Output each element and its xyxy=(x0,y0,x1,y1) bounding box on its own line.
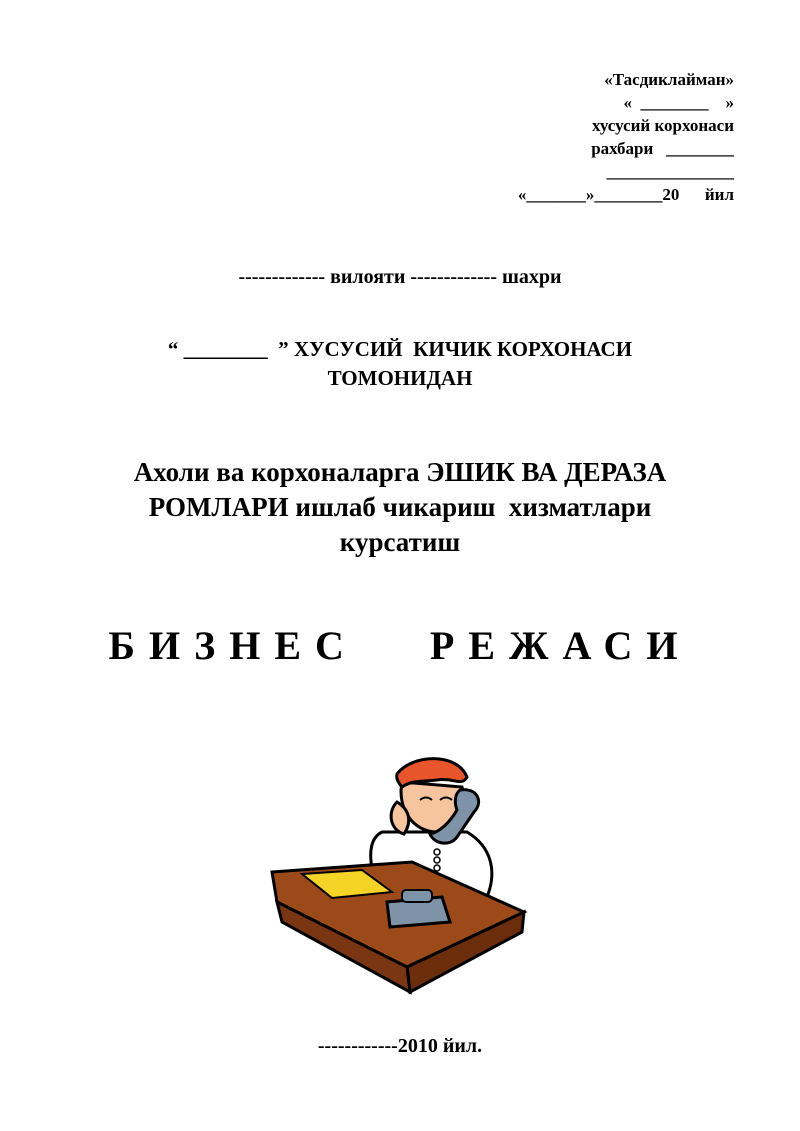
company-block xyxy=(0,335,800,393)
approval-title: «Тасдиклайман» xyxy=(604,70,734,89)
subject-line-1: Ахоли ва корхоналарга ЭШИК ВА ДЕРАЗА xyxy=(133,457,667,487)
approval-enterprise: хусусий корхонаси xyxy=(591,116,734,135)
approval-date: «_______»________20 йил xyxy=(517,185,734,204)
approval-head: рахбари ________ xyxy=(591,139,734,158)
businessman-on-phone-clipart xyxy=(262,752,532,1002)
subject-block xyxy=(0,455,800,560)
hair-shape xyxy=(397,759,467,787)
main-title: БИЗНЕС РЕЖАСИ xyxy=(108,623,692,668)
approval-signature-line: _______________ xyxy=(606,162,734,181)
approval-block xyxy=(434,68,734,206)
company-by: ТОМОНИДАН xyxy=(327,366,473,390)
company-name: “ ________ ” ХУСУСИЙ КИЧИК КОРХОНАСИ xyxy=(167,337,633,361)
subject-line-2: РОМЛАРИ ишлаб чикариш хизматлари xyxy=(148,492,652,522)
subject-line-3: курсатиш xyxy=(339,527,461,557)
approval-name-blank: « ________ » xyxy=(623,93,734,112)
region-line: ------------- вилояти ------------- шахри xyxy=(238,266,562,288)
footer-year: ------------2010 йил. xyxy=(317,1035,483,1057)
